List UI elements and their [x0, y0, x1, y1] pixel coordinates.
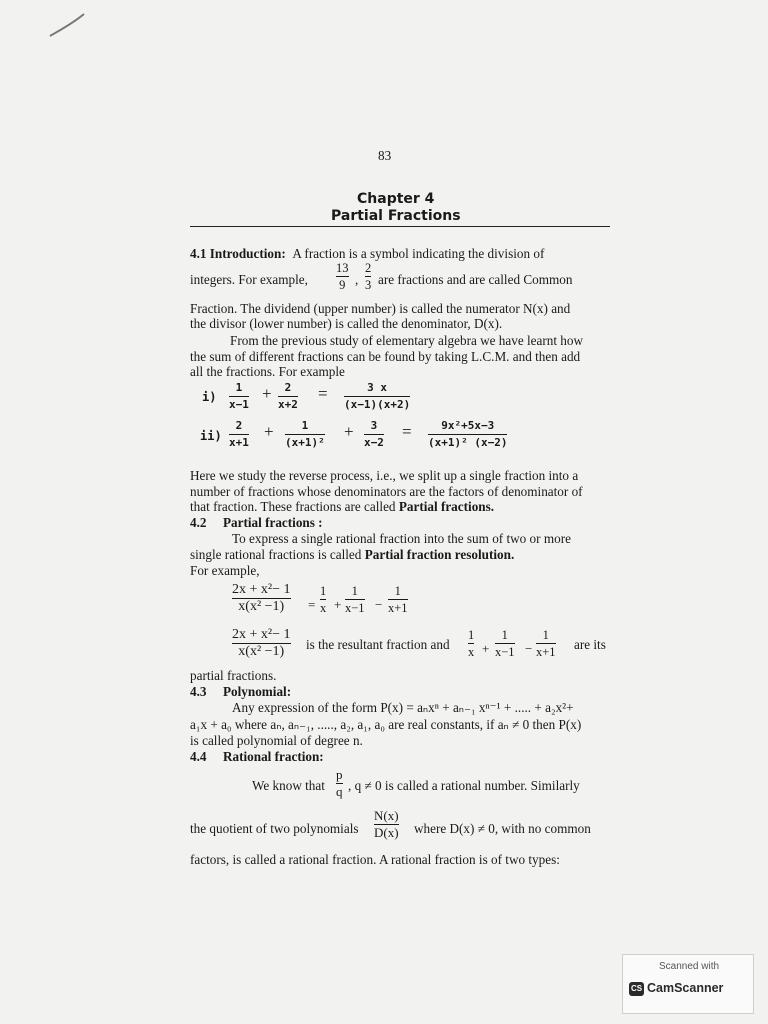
fraction-p-q: p q — [336, 767, 343, 799]
plus-sign: + — [482, 641, 490, 656]
pf-term-2: 1 x−1 — [345, 584, 365, 615]
rat-line3: factors, is called a rational fraction. A rational fraction is of two types: — [190, 852, 560, 867]
pf-term-2b: 1 x−1 — [495, 628, 515, 659]
title-rule — [190, 226, 610, 227]
intro-paragraph-line1: 4.1 Introduction: A fraction is a symbol indicating the division of — [190, 246, 545, 261]
para2-line1: From the previous study of elementary algebra we have learnt how — [230, 333, 584, 348]
fraction-13-9: 13 9 — [336, 261, 349, 292]
sec42-line1: To express a single rational fraction into the sum of two or more — [232, 531, 571, 546]
equals-sign: = — [318, 384, 328, 403]
equals-sign: = — [402, 422, 412, 441]
ex-ii-fraction-3: 3 x−2 — [364, 419, 384, 449]
equals-sign: = — [308, 597, 316, 612]
minus-sign: − — [375, 597, 383, 612]
rat-line2-b: where D(x) ≠ 0, with no common — [414, 821, 591, 836]
ex-i-fraction-2: 2 x+2 — [278, 381, 298, 411]
example-i-label: i) — [202, 390, 217, 404]
camscanner-logo-icon: CS — [629, 982, 644, 996]
camscanner-watermark — [622, 954, 754, 1014]
chapter-title: Partial Fractions — [331, 208, 461, 224]
pf-term-1: 1 x — [320, 584, 327, 615]
pf-term-1b: 1 x — [468, 628, 475, 659]
ex-ii-fraction-2: 1 (x+1)² — [285, 419, 325, 449]
for-example: For example, — [190, 563, 260, 578]
rat-line2-a: the quotient of two polynomials — [190, 821, 359, 836]
watermark-top-text: Scanned with — [659, 961, 720, 972]
intro-line2-a: integers. For example, — [190, 272, 308, 287]
pf-fraction-main: 2x + x²− 1 x(x² −1) — [232, 582, 291, 614]
rat-line1-b: , q ≠ 0 is called a rational number. Similarly — [348, 778, 580, 793]
plus-sign: + — [264, 422, 274, 441]
plus-sign: + — [344, 422, 354, 441]
section-4-4-heading: 4.4 Rational fraction: — [190, 749, 324, 764]
are-its: are its — [574, 637, 606, 652]
fraction-2-3: 2 3 — [365, 261, 372, 292]
intro-line3: Fraction. The dividend (upper number) is called the numerator N(x) and — [190, 301, 571, 316]
intro-line4: the divisor (lower number) is called the denominator, D(x). — [190, 316, 503, 331]
plus-sign: + — [334, 597, 342, 612]
fraction-n-d: N(x) D(x) — [374, 808, 399, 840]
pf-term-3: 1 x+1 — [388, 584, 408, 615]
section-4-3-heading: 4.3 Polynomial: — [190, 684, 292, 699]
ex-i-result: 3 x (x−1)(x+2) — [344, 381, 411, 411]
pen-mark-icon — [48, 12, 88, 40]
page-number: 83 — [378, 148, 392, 163]
poly-line1: Any expression of the form P(x) = aₙxⁿ + aₙ₋₁ xⁿ⁻¹ + ..... + a₂x²+ — [232, 700, 574, 715]
resultant-text: is the resultant fraction and — [306, 637, 450, 652]
intro-line2-b: are fractions and are called Common — [378, 272, 573, 287]
ex-ii-result: 9x²+5x−3 (x+1)² (x−2) — [428, 419, 508, 449]
reverse-line2: number of fractions whose denominators are the factors of denominator of — [190, 484, 583, 499]
section-4-2-heading: 4.2 Partial fractions : — [190, 515, 323, 530]
minus-sign: − — [525, 641, 533, 656]
rat-line1-a: We know that — [252, 778, 325, 793]
pf-term-3b: 1 x+1 — [536, 628, 556, 659]
plus-sign: + — [262, 384, 272, 403]
watermark-brand: CamScanner — [647, 981, 724, 995]
poly-line2: a₁x + a₀ where aₙ, aₙ₋₁, ....., a₂, a₁, a₀ are real constants, if aₙ ≠ 0 then P(x) — [190, 717, 582, 732]
ex-i-fraction-1: 1 x−1 — [229, 381, 249, 411]
example-ii-label: ii) — [200, 429, 222, 443]
ex-ii-fraction-1: 2 x+1 — [229, 419, 249, 449]
poly-line3: is called polynomial of degree n. — [190, 733, 363, 748]
para2-line2: the sum of different fractions can be found by taking L.C.M. and then add — [190, 349, 581, 364]
para2-line3: all the fractions. For example — [190, 364, 345, 379]
sec42-line2: single rational fractions is called Partial fraction resolution. — [190, 547, 515, 562]
partial-fractions-end: partial fractions. — [190, 668, 277, 683]
reverse-line1: Here we study the reverse process, i.e., we split up a single fraction into a — [190, 468, 579, 483]
reverse-line3: that fraction. These fractions are called Partial fractions. — [190, 499, 495, 514]
comma: , — [355, 272, 359, 287]
chapter-label: Chapter 4 — [357, 191, 435, 207]
pf-fraction-main-2: 2x + x²− 1 x(x² −1) — [232, 627, 291, 659]
